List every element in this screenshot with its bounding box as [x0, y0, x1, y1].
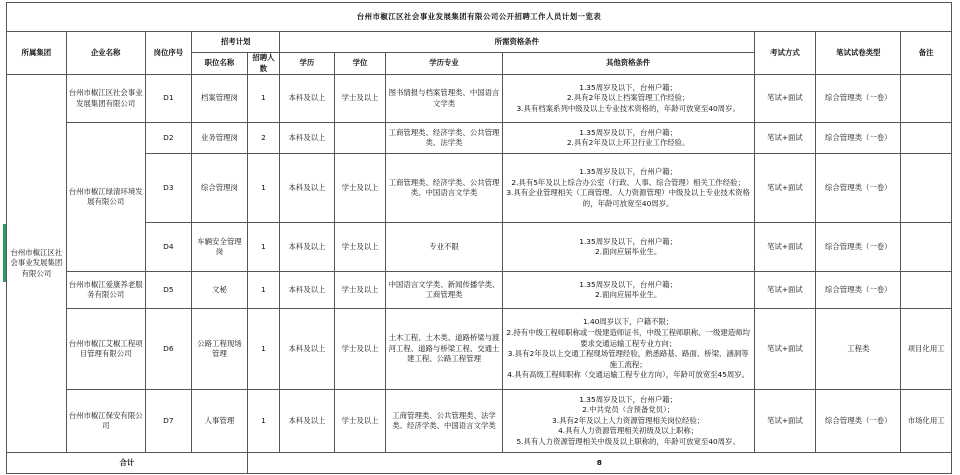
- exam-method-cell: 笔试+面试: [754, 154, 816, 223]
- other-conditions-cell: 1.35周岁及以下，台州户籍； 2.面向应届毕业生。: [502, 223, 754, 272]
- header-other: 其他资格条件: [502, 53, 754, 75]
- paper-type-cell: 工程类: [816, 309, 901, 390]
- exam-method-cell: 笔试+面试: [754, 309, 816, 390]
- paper-type-cell: 综合管理类（一卷）: [816, 223, 901, 272]
- education-cell: 本科及以上: [280, 309, 335, 390]
- position-cell: 业务管理岗: [192, 123, 248, 154]
- position-cell: 档案管理岗: [192, 75, 248, 123]
- other-conditions-cell: 1.35周岁及以下，台州户籍； 2.具有5年及以上综合办公室（行政、人事、综合管理）相关工作经验； 3.具有企业管理相关（工商管理、人力资源管理）中级及以上专业技术资格的，年龄可放宽至40周岁。: [502, 154, 754, 223]
- count-cell: 2: [247, 123, 279, 154]
- education-cell: 本科及以上: [280, 154, 335, 223]
- header-major: 学历专业: [386, 53, 502, 75]
- total-value: 8: [247, 453, 951, 474]
- remark-cell: [901, 223, 952, 272]
- education-cell: 本科及以上: [280, 123, 335, 154]
- post-no-cell: D4: [145, 223, 192, 272]
- header-degree: 学位: [334, 53, 386, 75]
- page-title: 台州市椒江区社会事业发展集团有限公司公开招聘工作人员计划一览表: [7, 3, 952, 32]
- table-row: [7, 309, 952, 390]
- header-position: 职位名称: [192, 53, 248, 75]
- other-conditions-cell: 1.35周岁及以下，台州户籍； 2.面向应届毕业生。: [502, 272, 754, 309]
- position-cell: 文秘: [192, 272, 248, 309]
- header-paper-type: 笔试试卷类型: [816, 32, 901, 75]
- education-cell: 本科及以上: [280, 75, 335, 123]
- remark-cell: [901, 75, 952, 123]
- degree-cell: 学士及以上: [334, 154, 386, 223]
- position-cell: 车辆安全管理岗: [192, 223, 248, 272]
- post-no-cell: D6: [145, 309, 192, 390]
- degree-cell: 学士及以上: [334, 75, 386, 123]
- exam-method-cell: 笔试+面试: [754, 390, 816, 453]
- header-requirements: 所需资格条件: [280, 32, 754, 53]
- table-row: [7, 154, 952, 223]
- major-cell: 工商管理类、公共管理类、法学类、经济学类、中国语言文学类: [386, 390, 502, 453]
- paper-type-cell: 综合管理类（一卷）: [816, 75, 901, 123]
- post-no-cell: D2: [145, 123, 192, 154]
- degree-cell: 学士及以上: [334, 272, 386, 309]
- table-row: [7, 390, 952, 453]
- company-cell: 台州市椒江绿清环境发展有限公司: [66, 123, 145, 272]
- header-exam-method: 考试方式: [754, 32, 816, 75]
- table-row: [7, 123, 952, 154]
- recruitment-plan-table: [6, 2, 952, 474]
- header-remark: 备注: [901, 32, 952, 75]
- total-row: [7, 453, 952, 474]
- position-cell: 综合管理岗: [192, 154, 248, 223]
- other-conditions-cell: 1.35周岁及以下，台州户籍； 2.中共党员（含预备党员）； 3.具有2年及以上人力资源管理相关岗位经验； 4.具有人力资源管理相关初级及以上职称； 5.具有人力资源管理相关中级及以上职称的，年龄可放宽至40周岁。: [502, 390, 754, 453]
- count-cell: 1: [247, 154, 279, 223]
- post-no-cell: D7: [145, 390, 192, 453]
- education-cell: 本科及以上: [280, 223, 335, 272]
- company-cell: 台州市椒江保安有限公司: [66, 390, 145, 453]
- education-cell: 本科及以上: [280, 390, 335, 453]
- header-group: 所属集团: [7, 32, 67, 75]
- other-conditions-cell: 1.35周岁及以下，台州户籍； 2.具有2年及以上环卫行业工作经验。: [502, 123, 754, 154]
- position-cell: 公路工程现场管理: [192, 309, 248, 390]
- other-conditions-cell: 1.35周岁及以下，台州户籍； 2.具有2年及以上档案管理工作经验； 3.具有档案系列中级及以上专业技术资格的，年龄可放宽至40周岁。: [502, 75, 754, 123]
- post-no-cell: D5: [145, 272, 192, 309]
- count-cell: 1: [247, 390, 279, 453]
- other-conditions-cell: 1.40周岁以下，户籍不限； 2.持有中级工程师职称或一级建造师证书，中级工程师职称、一级建造师均要求交通运输工程专业方向； 3.具有2年及以上交通工程现场管理经验，熟悉路基、路面、桥梁、涵洞等施工流程； 4.具有高级工程师职称（交通运输工程专业方向），年龄可放宽至45周岁。: [502, 309, 754, 390]
- major-cell: 工商管理类、经济学类、公共管理类、中国语言文学类: [386, 154, 502, 223]
- post-no-cell: D1: [145, 75, 192, 123]
- count-cell: 1: [247, 75, 279, 123]
- remark-cell: [901, 154, 952, 223]
- header-company: 企业名称: [66, 32, 145, 75]
- remark-cell: 市场化用工: [901, 390, 952, 453]
- major-cell: 土木工程、土木类、道路桥梁与渡河工程、道路与桥梁工程、交通土建工程、公路工程管理: [386, 309, 502, 390]
- table-row: [7, 223, 952, 272]
- major-cell: 中国语言文学类、新闻传播学类、工商管理类: [386, 272, 502, 309]
- group-name-cell: 台州市椒江区社会事业发展集团有限公司: [7, 75, 67, 453]
- remark-cell: 项目化用工: [901, 309, 952, 390]
- table-row: [7, 272, 952, 309]
- company-cell: 台州市椒江艾椒工程项目管理有限公司: [66, 309, 145, 390]
- exam-method-cell: 笔试+面试: [754, 223, 816, 272]
- count-cell: 1: [247, 309, 279, 390]
- count-cell: 1: [247, 223, 279, 272]
- exam-method-cell: 笔试+面试: [754, 75, 816, 123]
- degree-cell: 学士及以上: [334, 390, 386, 453]
- table-row: [7, 75, 952, 123]
- degree-cell: 学士及以上: [334, 309, 386, 390]
- header-education: 学历: [280, 53, 335, 75]
- position-cell: 人事管理: [192, 390, 248, 453]
- company-cell: 台州市椒江区社会事业发展集团有限公司: [66, 75, 145, 123]
- paper-type-cell: 综合管理类（一卷）: [816, 154, 901, 223]
- paper-type-cell: 综合管理类（一卷）: [816, 390, 901, 453]
- header-post-no: 岗位序号: [145, 32, 192, 75]
- exam-method-cell: 笔试+面试: [754, 123, 816, 154]
- count-cell: 1: [247, 272, 279, 309]
- remark-cell: [901, 272, 952, 309]
- exam-method-cell: 笔试+面试: [754, 272, 816, 309]
- company-cell: 台州市椒江爱康养老服务有限公司: [66, 272, 145, 309]
- remark-cell: [901, 123, 952, 154]
- degree-cell: [334, 123, 386, 154]
- degree-cell: 学士及以上: [334, 223, 386, 272]
- major-cell: 工商管理类、经济学类、公共管理类、法学类: [386, 123, 502, 154]
- total-label: 合计: [7, 453, 248, 474]
- post-no-cell: D3: [145, 154, 192, 223]
- major-cell: 专业不限: [386, 223, 502, 272]
- paper-type-cell: 综合管理类（一卷）: [816, 272, 901, 309]
- header-plan: 招考计划: [192, 32, 280, 53]
- education-cell: 本科及以上: [280, 272, 335, 309]
- paper-type-cell: 综合管理类（一卷）: [816, 123, 901, 154]
- header-count: 招聘人数: [247, 53, 279, 75]
- major-cell: 图书情报与档案管理类、中国语言文学类: [386, 75, 502, 123]
